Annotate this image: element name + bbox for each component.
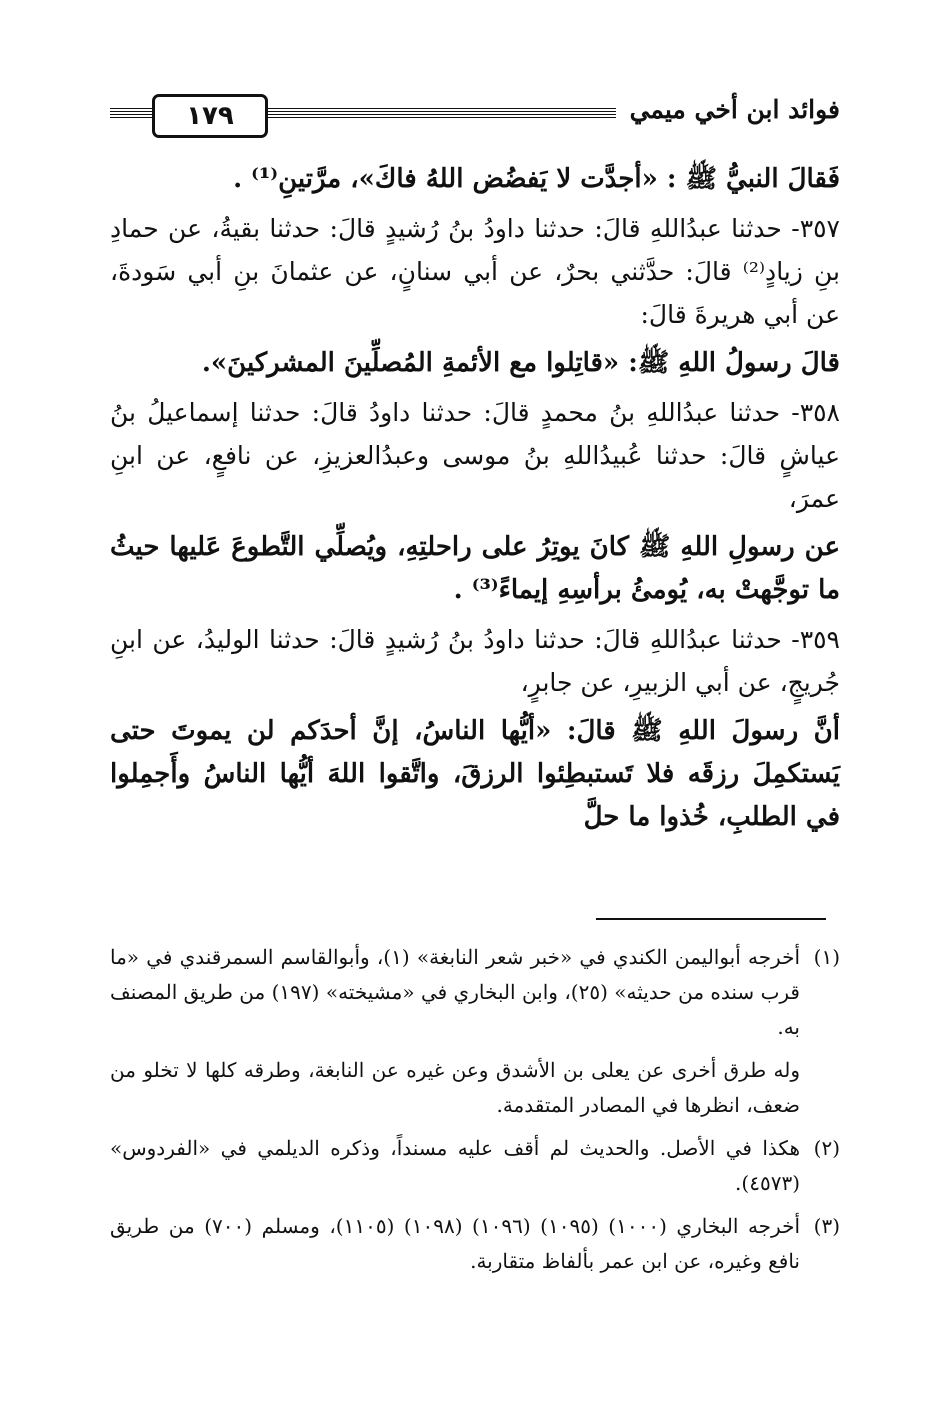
book-title: فوائد ابن أخي ميمي [616,92,840,128]
page-number: ١٧٩ [152,94,268,138]
footnote-3-number: (٣) [813,1214,841,1238]
paragraph-matn-357: قالَ رسولُ اللهِ ﷺ: «قاتِلوا مع الأئمةِ المُصلِّينَ المشركينَ». [201,348,840,378]
paragraph-matn-359: أنَّ رسولَ اللهِ ﷺ قالَ: «أيُّها الناسُ، إنَّ أحدَكم لن يموتَ حتى يَستكمِلَ رزقَه فلا تَستبطِئوا الرزقَ، واتَّقوا اللهَ أيُّها الناسُ وأَجمِلوا في الطلبِ، خُذوا ما حلَّ [110,716,840,832]
paragraph-isnad-357: ٣٥٧- حدثنا عبدُاللهِ قالَ: حدثنا داودُ بنُ رُشيدٍ قالَ: حدثنا بقيةُ، عن حمادِ بنِ زيادٍ⁽²⁾ قالَ: حدَّثني بحرٌ، عن أبي سنانٍ، عن عثمانَ بنِ أبي سَودةَ، عن أبي هريرةَ قالَ: [110,214,840,329]
footnote-1-number: (١) [813,945,841,969]
footnote-3-text: أخرجه البخاري (١٠٠٠) (١٠٩٥) (١٠٩٦) (١٠٩٨) (١١٠٥)، ومسلم (٧٠٠) من طريق نافع وغيره، عن ابن عمر بألفاظ متقاربة. [110,1214,801,1273]
footnote-3 [110,1209,840,1279]
footnote-separator [596,918,826,920]
footnote-1 [110,940,840,1045]
paragraph-isnad-359: ٣٥٩- حدثنا عبدُاللهِ قالَ: حدثنا داودُ بنُ رُشيدٍ قالَ: حدثنا الوليدُ، عن ابنِ جُريجٍ، عن أبي الزبيرِ، عن جابرٍ، [110,625,840,697]
paragraph-isnad-358: ٣٥٨- حدثنا عبدُاللهِ بنُ محمدٍ قالَ: حدثنا داودُ قالَ: حدثنا إسماعيلُ بنُ عياشٍ قالَ: حدثنا عُبيدُاللهِ بنُ موسى وعبدُالعزيزِ، عن نافعٍ، عن ابنِ عمرَ، [110,398,840,513]
footnote-1-continuation: وله طرق أخرى عن يعلى بن الأشدق وعن غيره عن النابغة، وطرقه كلها لا تخلو من ضعف، انظرها في المصادر المتقدمة. [110,1058,800,1117]
footnote-1-text: أخرجه أبواليمن الكندي في «خبر شعر النابغة» (١)، وأبوالقاسم السمرقندي في «ما قرب سنده من حديثه» (٢٥)، وابن البخاري في «مشيخته» (١٩٧) من طريق المصنف به. [110,945,801,1039]
footnotes [110,940,840,1279]
page-header [110,92,840,136]
paragraph-hadith-ending: فَقالَ النبيُّ ﷺ : «أجدَّت لا يَفضُض اللهُ فاكَ»، مرَّتينِ⁽¹⁾ . [233,164,840,194]
main-text [110,158,840,839]
footnote-2-number: (٢) [813,1136,840,1160]
footnote-2-text: هكذا في الأصل. والحديث لم أقف عليه مسنداً، وذكره الديلمي في «الفردوس» (٤٥٧٣). [110,1136,800,1195]
paragraph-matn-358: عن رسولِ اللهِ ﷺ كانَ يوتِرُ على راحلتِهِ، ويُصلِّي التَّطوعَ عَليها حيثُ ما توجَّهتْ به، يُومئُ برأسِهِ إيماءً⁽³⁾ . [110,532,840,605]
footnote-2 [110,1131,840,1201]
